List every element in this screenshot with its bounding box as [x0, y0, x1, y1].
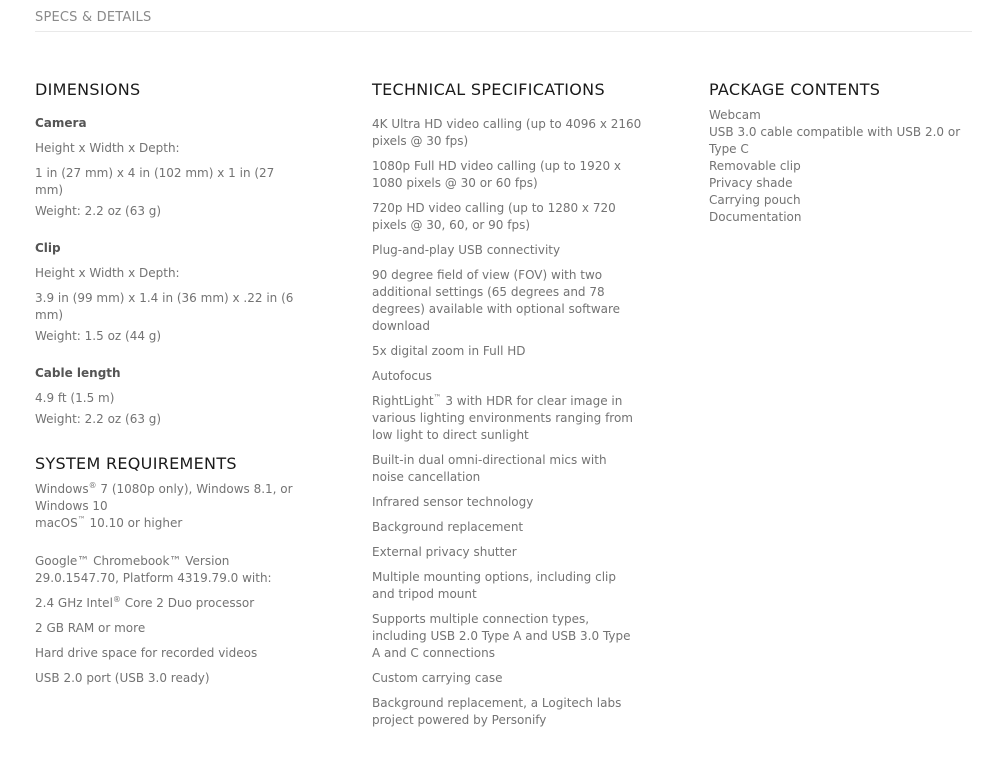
tech-item: 4K Ultra HD video calling (up to 4096 x 2160 pixels @ 30 fps): [372, 117, 642, 148]
clip-dimensions: [35, 240, 305, 345]
tech-item: 720p HD video calling (up to 1280 x 720 pixels @ 30, 60, or 90 fps): [372, 201, 616, 232]
package-list: [709, 107, 984, 226]
cable-length-value: 4.9 ft (1.5 m): [35, 391, 115, 405]
clip-title: Clip: [35, 241, 61, 255]
req-windows: Windows® 7 (1080p only), Windows 8.1, or Windows 10: [35, 481, 293, 513]
tech-item: Built-in dual omni-directional mics with noise cancellation: [372, 453, 607, 484]
tech-item: Infrared sensor technology: [372, 495, 534, 509]
req-chromebook: Google™ Chromebook™ Version 29.0.1547.70, Platform 4319.79.0 with:: [35, 554, 272, 585]
package-item: USB 3.0 cable compatible with USB 2.0 or Type C: [709, 125, 961, 156]
req-ram: 2 GB RAM or more: [35, 621, 146, 635]
tech-item: Custom carrying case: [372, 671, 503, 685]
dimensions-heading: DIMENSIONS: [35, 80, 141, 99]
tech-item: Autofocus: [372, 369, 432, 383]
clip-dims-value: 3.9 in (99 mm) x 1.4 in (36 mm) x .22 in (6 mm): [35, 291, 294, 322]
specs-header-title: SPECS & DETAILS: [35, 10, 152, 25]
specs-header: [35, 6, 972, 32]
req-drive: Hard drive space for recorded videos: [35, 646, 258, 660]
tech-item: 1080p Full HD video calling (up to 1920 x 1080 pixels @ 30 or 60 fps): [372, 159, 621, 190]
camera-dims-value: 1 in (27 mm) x 4 in (102 mm) x 1 in (27 mm): [35, 166, 275, 197]
clip-weight: Weight: 1.5 oz (44 g): [35, 329, 162, 343]
tech-item: Plug-and-play USB connectivity: [372, 243, 561, 257]
clip-dims-label: Height x Width x Depth:: [35, 266, 180, 280]
package-item: Privacy shade: [709, 176, 793, 190]
cable-title: Cable length: [35, 366, 121, 380]
tech-item: Background replacement: [372, 520, 524, 534]
camera-dims-label: Height x Width x Depth:: [35, 141, 180, 155]
package-heading: PACKAGE CONTENTS: [709, 80, 881, 99]
req-cpu: 2.4 GHz Intel® Core 2 Duo processor: [35, 595, 255, 610]
tech-item: 90 degree field of view (FOV) with two additional settings (65 degrees and 78 degrees) available with optional software download: [372, 268, 621, 333]
package-item: Carrying pouch: [709, 193, 801, 207]
tech-item: Background replacement, a Logitech labs project powered by Personify: [372, 696, 622, 727]
system-requirements-heading: SYSTEM REQUIREMENTS: [35, 454, 237, 473]
req-macos: macOS™ 10.10 or higher: [35, 515, 183, 530]
system-requirements-list: [35, 481, 305, 687]
dimensions-column: [35, 80, 305, 687]
technical-heading: TECHNICAL SPECIFICATIONS: [372, 80, 605, 99]
cable-weight: Weight: 2.2 oz (63 g): [35, 412, 162, 426]
package-column: [709, 80, 984, 226]
package-item: Webcam: [709, 108, 761, 122]
package-item: Documentation: [709, 210, 802, 224]
tech-item-rightlight: RightLight™ 3 with HDR for clear image in various lighting environments ranging from low light to direct sunlight: [372, 393, 633, 442]
cable-dimensions: [35, 365, 305, 428]
camera-weight: Weight: 2.2 oz (63 g): [35, 204, 162, 218]
req-usb: USB 2.0 port (USB 3.0 ready): [35, 671, 210, 685]
tech-item: External privacy shutter: [372, 545, 517, 559]
camera-dimensions: [35, 115, 305, 220]
tech-item: 5x digital zoom in Full HD: [372, 344, 526, 358]
technical-list: [372, 116, 642, 729]
tech-item: Supports multiple connection types, including USB 2.0 Type A and USB 3.0 Type A and C connections: [372, 612, 631, 660]
package-item: Removable clip: [709, 159, 801, 173]
technical-column: [372, 80, 642, 737]
tech-item: Multiple mounting options, including clip and tripod mount: [372, 570, 616, 601]
camera-title: Camera: [35, 116, 87, 130]
